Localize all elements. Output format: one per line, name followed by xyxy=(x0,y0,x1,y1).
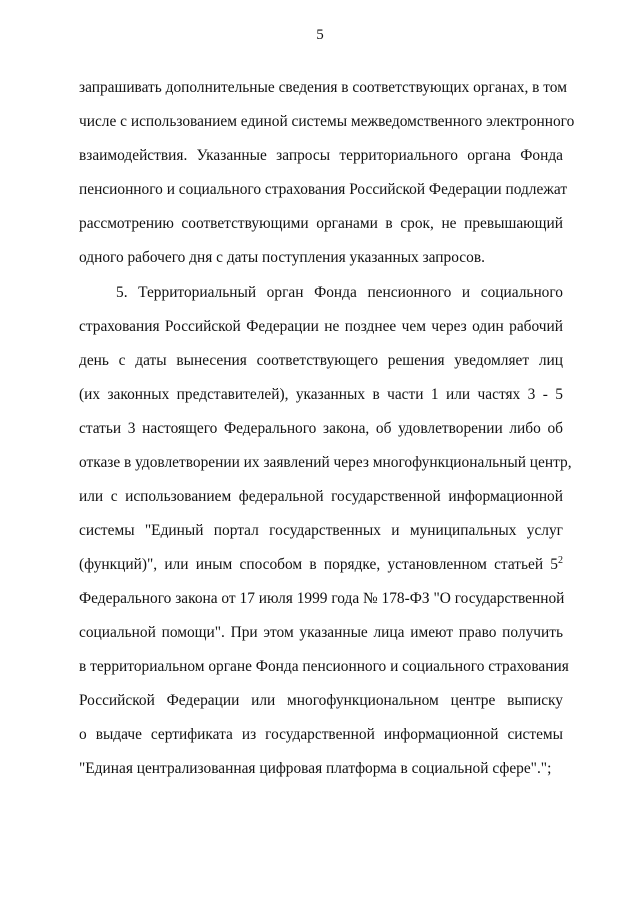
text-line: одного рабочего дня с даты поступления указанных запросов. xyxy=(79,249,485,266)
text-line xyxy=(79,548,563,582)
text-line: день с даты вынесения соответствующего решения уведомляет лиц xyxy=(79,352,563,369)
text-line: о выдаче сертификата из государственной информационной системы xyxy=(79,726,563,743)
text-line: запрашивать дополнительные сведения в соответствующих органах, в том xyxy=(79,79,567,96)
text-line-body: (функций)", или иным способом в порядке, установленном статьей 5 xyxy=(79,556,558,573)
article-superscript: 2 xyxy=(558,555,563,566)
text-line: (их законных представителей), указанных в части 1 или частях 3 - 5 xyxy=(79,386,563,403)
paragraph-item-5 xyxy=(79,276,572,786)
paragraph-continuation xyxy=(79,71,575,275)
text-line: или с использованием федеральной государственной информационной xyxy=(79,488,563,505)
text-line: 5. Территориальный орган Фонда пенсионного и социального xyxy=(116,284,563,301)
text-line: статьи 3 настоящего Федерального закона, об удовлетворении либо об xyxy=(79,420,563,437)
text-line: системы "Единый портал государственных и муниципальных услуг xyxy=(79,522,563,539)
text-line: Российской Федерации или многофункциональном центре выписку xyxy=(79,692,563,709)
text-line: "Единая централизованная цифровая платформа в социальной сфере"."; xyxy=(79,760,552,777)
text-line: Федерального закона от 17 июля 1999 года № 178-ФЗ "О государственной xyxy=(79,590,565,607)
text-line: страхования Российской Федерации не позднее чем через один рабочий xyxy=(79,318,563,335)
text-line: взаимодействия. Указанные запросы территориального органа Фонда xyxy=(79,147,563,164)
text-line: отказе в удовлетворении их заявлений через многофункциональный центр, xyxy=(79,454,572,471)
text-line: рассмотрению соответствующими органами в срок, не превышающий xyxy=(79,215,563,232)
text-line: пенсионного и социального страхования Российской Федерации подлежат xyxy=(79,181,568,198)
text-line: числе с использованием единой системы межведомственного электронного xyxy=(79,113,575,130)
text-line: социальной помощи". При этом указанные лица имеют право получить xyxy=(79,624,563,641)
page-number: 5 xyxy=(316,27,324,43)
text-line: в территориальном органе Фонда пенсионного и социального страхования xyxy=(79,658,569,675)
